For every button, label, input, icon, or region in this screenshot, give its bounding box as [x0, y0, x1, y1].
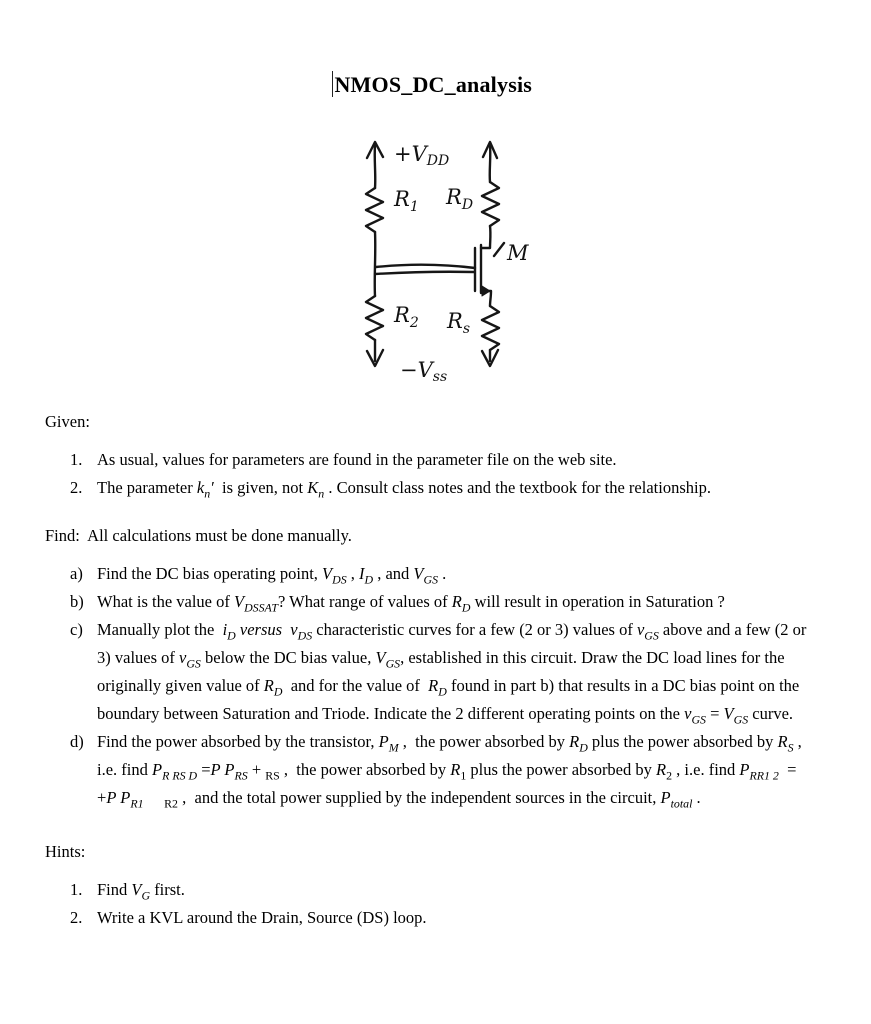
page-title-text: NMOS_DC_analysis: [334, 72, 533, 97]
r2-label: $R_2$: [393, 303, 419, 331]
item-text: Find the power absorbed by the transistor, $P_M$ , the power absorbed by $R_D$ plus the power absorbed by $R_S$ , i.e. find $P_{R RS D} =P$ $P_{RS} + _{RS}$ , the power absorbed by $R_1$ plus the power absorbed by $R_2$ , i.e. find $P_{RR1 2} = +P$ $P_{R1}$ $_{R2}$ , and the total power supplied by the independent sources in the circuit, $P_{total}$ .: [97, 732, 802, 811]
item-text: Write a KVL around the Drain, Source (DS) loop.: [97, 908, 427, 927]
given-item-1: [70, 446, 819, 474]
rd-label: $R_D$: [445, 185, 473, 213]
transistor-tick: [494, 243, 504, 256]
resistor-rs: [482, 306, 499, 350]
find-list: [45, 560, 819, 812]
item-marker: 2.: [70, 908, 83, 927]
hints-list: [45, 876, 819, 932]
item-marker: b): [70, 592, 84, 611]
find-item-b: [70, 588, 819, 616]
item-text: What is the value of $V_{DSSAT}$? What range of values of $R_D$ will result in operation in Saturation ?: [97, 592, 725, 615]
item-marker: a): [70, 564, 83, 583]
find-item-a: [70, 560, 819, 588]
item-text: Manually plot the $i_D$ versus $v_{DS}$ characteristic curves for a few (2 or 3) values of $v_{GS}$ above and a few (2 or 3) values of $v_{GS}$ below the DC bias value, $V_{GS}$, established in this circuit. Draw the DC load lines for the originally given value of $R_D$ and for the value of $R_D$ found in part b) that results in a DC bias point on the boundary between Saturation and Triode. Indicate the 2 different operating points on the $v_{GS} = V_{GS}$ curve.: [97, 620, 807, 727]
hints-item-1: [70, 876, 819, 904]
item-text: As usual, values for parameters are found in the parameter file on the web site.: [97, 450, 617, 469]
resistor-r1: [366, 188, 383, 232]
item-marker: 1.: [70, 450, 83, 469]
vss-label: −Vss: [399, 358, 447, 382]
resistor-r2: [366, 296, 383, 340]
drain-wire: [481, 226, 490, 248]
hints-item-2: [70, 904, 819, 932]
r1-label: $R_1$: [393, 187, 419, 215]
vdd-label: +VDD: [393, 142, 449, 169]
page-title: [45, 70, 819, 100]
item-marker: d): [70, 732, 84, 751]
circuit-diagram: [45, 130, 819, 382]
left-wire: [374, 232, 375, 296]
find-heading: Find: All calculations must be done manually.: [45, 526, 352, 545]
hints-heading: Hints:: [45, 842, 86, 861]
item-marker: 2.: [70, 478, 83, 497]
transistor-m-label: M: [506, 241, 529, 265]
item-text: Find the DC bias operating point, $V_{DS}$ , $I_D$ , and $V_{GS}$ .: [97, 564, 447, 587]
nmos-circuit-svg: [330, 130, 535, 382]
given-list: [45, 446, 819, 502]
find-item-d: [70, 728, 819, 812]
find-item-c: [70, 616, 819, 728]
rs-label: $R_s$: [446, 309, 470, 337]
given-heading: Given:: [45, 412, 90, 431]
source-arrow: [482, 286, 490, 296]
gate-wire: [375, 265, 475, 274]
item-marker: c): [70, 620, 83, 639]
item-marker: 1.: [70, 880, 83, 899]
item-text: Find $V_G$ first.: [97, 880, 185, 903]
resistor-rd: [482, 182, 499, 226]
given-item-2: [70, 474, 819, 502]
nmos-transistor: [475, 226, 504, 306]
item-text: The parameter $k_n'$ is given, not $K_n$ . Consult class notes and the textbook for the relationship.: [97, 478, 711, 501]
